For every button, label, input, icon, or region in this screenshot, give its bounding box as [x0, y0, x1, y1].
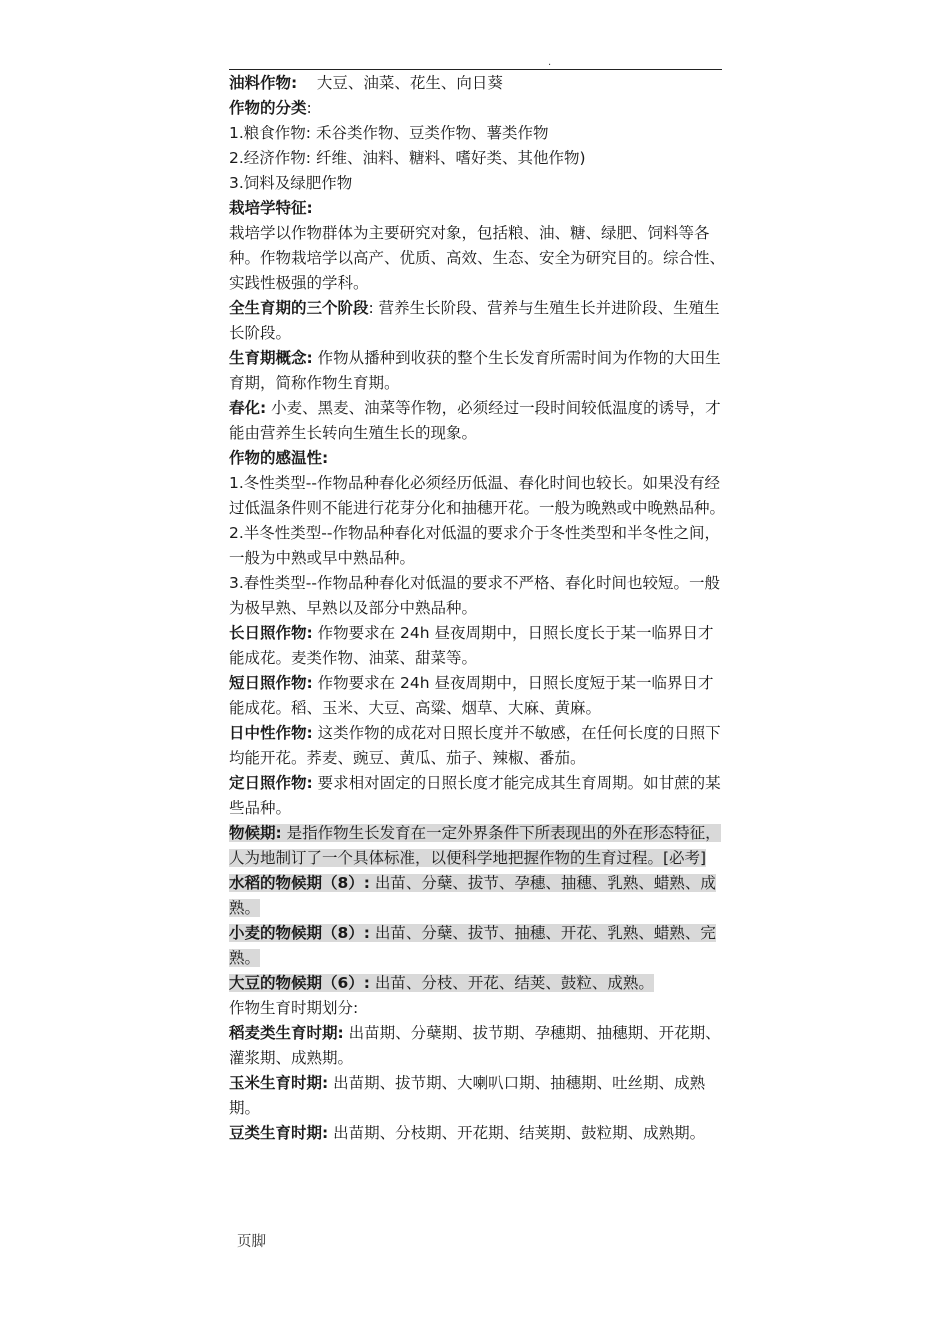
wheat-phenology-paragraph	[229, 921, 729, 971]
short-day-text: 作物要求在 24h 昼夜周期中，日照长度短于某一临界日才能成花。稻、玉米、大豆、高粱、烟草、大麻、黄麻。	[229, 674, 714, 717]
rice-wheat-periods-text: 出苗期、分蘖期、拔节期、孕穗期、抽穗期、开花期、灌浆期、成熟期。	[229, 1024, 721, 1067]
cultivation-heading-line	[229, 196, 729, 221]
wheat-phenology-text: 出苗、分蘖、拔节、抽穗、开花、乳熟、蜡熟、完熟。	[229, 924, 716, 967]
cultivation-heading: 栽培学特征:	[229, 199, 313, 217]
vernalization-paragraph	[229, 396, 729, 446]
long-day-label: 长日照作物:	[229, 624, 313, 642]
classification-heading: 作物的分类	[229, 99, 307, 117]
division-heading: 作物生育时期划分:	[229, 999, 359, 1017]
growth-period-text: 作物从播种到收获的整个生长发育所需时间为作物的大田生育期，简称作物生育期。	[229, 349, 721, 392]
rice-phenology-text: 出苗、分蘖、拔节、孕穗、抽穗、乳熟、蜡熟、成熟。	[229, 874, 716, 917]
rice-phenology-highlight	[229, 874, 716, 917]
temperature-heading: 作物的感温性:	[229, 449, 329, 467]
day-neutral-text: 这类作物的成花对日照长度并不敏感，在任何长度的日照下均能开花。荞麦、豌豆、黄瓜、茄子、辣椒、番茄。	[229, 724, 721, 767]
soybean-phenology-text: 出苗、分枝、开花、结荚、鼓粒、成熟。	[369, 974, 654, 992]
class-item-2: 2.经济作物: 纤维、油料、糖料、嗜好类、其他作物)	[229, 149, 586, 167]
rice-phenology-label: 水稻的物候期（8）:	[229, 874, 370, 892]
corn-periods-paragraph	[229, 1071, 729, 1121]
legume-periods-text: 出苗期、分枝期、开花期、结荚期、鼓粒期、成熟期。	[328, 1124, 706, 1142]
rice-wheat-periods-label: 稻麦类生育时期:	[229, 1024, 344, 1042]
oil-crops-label: 油料作物:	[229, 74, 298, 92]
rice-phenology-paragraph	[229, 871, 729, 921]
phenology-label: 物候期:	[229, 824, 282, 842]
temperature-item-1: 1.冬性类型--作物品种春化必须经历低温、春化时间也较长。如果没有经过低温条件则不能进行花芽分化和抽穗开花。一般为晚熟或中晚熟品种。	[229, 474, 726, 517]
classification-heading-line	[229, 96, 729, 121]
day-neutral-paragraph	[229, 721, 729, 771]
fixed-day-text: 要求相对固定的日照长度才能完成其生育周期。如甘蔗的某些品种。	[229, 774, 721, 817]
long-day-paragraph	[229, 621, 729, 671]
corn-periods-label: 玉米生育时期:	[229, 1074, 329, 1092]
soybean-phenology-highlight	[229, 974, 654, 992]
temperature-heading-line	[229, 446, 729, 471]
vernalization-label: 春化:	[229, 399, 267, 417]
wheat-phenology-label: 小麦的物候期（8）:	[229, 924, 370, 942]
phenology-text: 是指作物生长发育在一定外界条件下所表现出的外在形态特征，人为地制订了一个具体标准，以便科学地把握作物的生育过程。[必考]	[229, 824, 721, 867]
stages-paragraph	[229, 296, 729, 346]
legume-periods-label: 豆类生育时期:	[229, 1124, 329, 1142]
header-mark: .	[548, 57, 552, 68]
temperature-item-3: 3.春性类型--作物品种春化对低温的要求不严格、春化时间也较短。一般为极早熟、早熟以及部分中熟品种。	[229, 574, 720, 617]
temperature-item-2: 2.半冬性类型--作物品种春化对低温的要求介于冬性类型和半冬性之间，一般为中熟或早中熟品种。	[229, 524, 720, 567]
fixed-day-label: 定日照作物:	[229, 774, 313, 792]
short-day-label: 短日照作物:	[229, 674, 313, 692]
header-rule	[229, 69, 722, 70]
page-footer: 页脚	[237, 1234, 266, 1250]
oil-crops-text: 大豆、油菜、花生、向日葵	[316, 74, 503, 92]
vernalization-text: 小麦、黑麦、油菜等作物，必须经过一段时间较低温度的诱导，才能由营养生长转向生殖生长的现象。	[229, 399, 721, 442]
corn-periods-text: 出苗期、拔节期、大喇叭口期、抽穗期、吐丝期、成熟期。	[229, 1074, 706, 1117]
stages-text: : 营养生长阶段、营养与生殖生长并进阶段、生殖生长阶段。	[229, 299, 720, 342]
document-body	[229, 71, 729, 1146]
growth-period-label: 生育期概念:	[229, 349, 313, 367]
stages-label: 全生育期的三个阶段	[229, 299, 369, 317]
phenology-highlight	[229, 824, 721, 867]
oil-crops-line	[229, 71, 729, 96]
cultivation-text: 栽培学以作物群体为主要研究对象，包括粮、油、糖、绿肥、饲料等各种。作物栽培学以高产、优质、高效、生态、安全为研究目的。综合性、实践性极强的学科。	[229, 224, 726, 292]
phenology-paragraph	[229, 821, 729, 871]
soybean-phenology-label: 大豆的物候期（6）:	[229, 974, 370, 992]
legume-periods-paragraph	[229, 1121, 729, 1146]
rice-wheat-periods-paragraph	[229, 1021, 729, 1071]
class-item-3: 3.饲料及绿肥作物	[229, 174, 353, 192]
fixed-day-paragraph	[229, 771, 729, 821]
soybean-phenology-paragraph	[229, 971, 729, 996]
day-neutral-label: 日中性作物:	[229, 724, 313, 742]
short-day-paragraph	[229, 671, 729, 721]
class-item-1: 1.粮食作物: 禾谷类作物、豆类作物、薯类作物	[229, 124, 549, 142]
classification-colon: :	[306, 99, 312, 117]
long-day-text: 作物要求在 24h 昼夜周期中，日照长度长于某一临界日才能成花。麦类作物、油菜、甜菜等。	[229, 624, 714, 667]
growth-period-paragraph	[229, 346, 729, 396]
wheat-phenology-highlight	[229, 924, 716, 967]
